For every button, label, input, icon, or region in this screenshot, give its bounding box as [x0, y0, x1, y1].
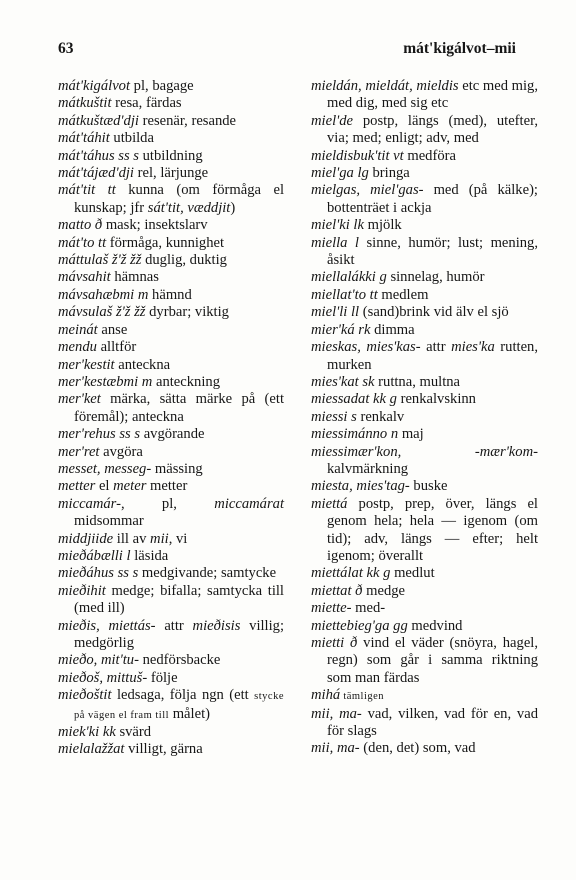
headword: miel'de: [311, 112, 354, 129]
dictionary-entry: [311, 687, 538, 705]
headword: mielalažžat: [58, 741, 125, 758]
page-number: 63: [58, 40, 74, 57]
gloss: ledsaga, följa ngn (ett: [111, 687, 255, 704]
gloss: hämnas: [110, 269, 159, 286]
dictionary-entry: [58, 426, 284, 443]
headword: máttulaš ž'ž žž: [58, 252, 142, 269]
gloss: postp, prep, över, längs el genom hela; hela — igenom (om tid); adv, längs — efter; helt igenom; överallt: [327, 495, 538, 564]
dictionary-entry: [58, 78, 284, 95]
gloss: duglig, duktig: [141, 252, 227, 269]
gloss: el: [95, 478, 114, 495]
gloss: dimma: [370, 321, 415, 338]
headword-ref: mieðisis: [192, 617, 241, 634]
gloss: med-: [351, 600, 386, 617]
headword: mátkuštit: [58, 95, 112, 112]
headword: miccamár-: [58, 495, 121, 512]
headword: mer'kestit: [58, 356, 115, 373]
headword: mieðis, miettás-: [58, 617, 156, 634]
headword: mii, ma-: [311, 740, 360, 757]
dictionary-entry: [311, 182, 538, 217]
dictionary-entry: [58, 391, 284, 426]
headword: miellat'to tt: [311, 286, 378, 303]
gloss-small: stycke på vägen el fram till: [74, 691, 284, 721]
gloss: medlut: [390, 565, 435, 582]
headword: mieldán, mieldát, mieldis: [311, 78, 459, 94]
gloss: utbildning: [138, 147, 203, 164]
dictionary-entry: [311, 478, 538, 495]
dictionary-entry: [58, 269, 284, 286]
dictionary-entry: [58, 741, 284, 758]
dictionary-entry: [58, 496, 284, 531]
headword: metter: [58, 478, 96, 495]
headword: mátkuštæd'dji: [58, 112, 139, 129]
dictionary-entry: [58, 287, 284, 304]
gloss: medge; bifalla; samtycka till (med ill): [74, 582, 284, 617]
gloss-small: tämligen: [340, 691, 385, 703]
dictionary-entry: [311, 165, 538, 182]
gloss: rutten, murken: [327, 339, 538, 373]
headword: miette-: [311, 600, 352, 617]
headword: mieðáhus ss s: [58, 565, 139, 582]
gloss: dyrbar; viktig: [145, 304, 229, 321]
dictionary-entry: [311, 235, 538, 270]
dictionary-entry: [58, 182, 284, 217]
headword: mihá: [311, 687, 341, 704]
gloss: med (på kälke); bottenträet i ackja: [327, 182, 538, 216]
dictionary-entry: [58, 724, 284, 741]
dictionary-entry: [58, 235, 284, 252]
gloss: avgörande: [140, 426, 205, 443]
right-column: [311, 78, 538, 758]
gloss: anteckning: [152, 373, 221, 390]
gloss: villig; medgörlig: [74, 617, 285, 651]
headword: mieðihit: [58, 582, 106, 599]
headword: miesta, mies'tag-: [311, 478, 410, 495]
headword: miella l: [311, 234, 359, 251]
dictionary-entry: [58, 130, 284, 147]
gloss: ): [230, 199, 236, 216]
gloss: rel, lärjunge: [133, 165, 209, 182]
gloss: (den, det) som, vad: [359, 740, 476, 757]
dictionary-entry: [311, 583, 538, 600]
headword-ref: sát'tit, væddjit: [147, 199, 231, 216]
dictionary-entry: [58, 357, 284, 374]
headword: mávsulaš ž'ž žž: [58, 304, 146, 321]
headword: mii, ma-: [311, 705, 362, 722]
gloss: anteckna: [114, 356, 171, 373]
dictionary-entry: [58, 548, 284, 565]
gloss: alltför: [96, 339, 137, 356]
headword: mier'ká rk: [311, 321, 371, 338]
headword: miessi s: [311, 408, 357, 425]
headword: mieðoš, mittuš-: [58, 669, 148, 686]
gloss: medlem: [377, 286, 429, 303]
gloss: hämnd: [148, 286, 192, 303]
gloss: resenär, resande: [138, 112, 237, 129]
dictionary-entry: [58, 322, 284, 339]
headword: miel'ki lk: [311, 217, 364, 234]
dictionary-entry: [311, 269, 538, 286]
dictionary-entry: [58, 252, 284, 269]
gloss: (sand)brink vid älv el sjö: [359, 304, 509, 321]
headword-ref: meter: [113, 478, 147, 495]
dictionary-entry: [58, 304, 284, 321]
dictionary-entry: [311, 706, 538, 741]
headword: miettebieg'ga gg: [311, 617, 408, 634]
dictionary-entry: [311, 600, 538, 617]
gloss: ruttna, multna: [374, 373, 461, 390]
gloss: postp, längs (med), utefter, via; med; enligt; adv, med: [327, 112, 538, 147]
headword: messet, messeg-: [58, 460, 152, 477]
headword: mát'táhit: [58, 130, 110, 147]
gloss: medföra: [403, 147, 456, 164]
dictionary-entry: [311, 565, 538, 582]
dictionary-entry: [311, 322, 538, 339]
gloss: maj: [398, 426, 424, 443]
gloss: svärd: [115, 724, 152, 741]
dictionary-entry: [58, 531, 284, 548]
gloss: buske: [409, 478, 448, 495]
gloss: renkalvskinn: [396, 391, 476, 408]
gloss: läsida: [130, 547, 169, 564]
gloss: mässing: [151, 460, 203, 477]
headword: mát'tájæd'dji: [58, 165, 134, 182]
headword: mer'ket: [58, 391, 101, 408]
headword: mieldisbuk'tit vt: [311, 147, 404, 164]
dictionary-entry: [58, 583, 284, 618]
dictionary-entry: [58, 687, 284, 724]
gloss: attr: [155, 617, 193, 634]
headword: mát'táhus ss s: [58, 147, 139, 164]
gloss: medvind: [407, 617, 463, 634]
dictionary-entry: [311, 409, 538, 426]
gloss: villigt, gärna: [124, 741, 203, 758]
gloss: målet): [169, 705, 210, 722]
dictionary-entry: [311, 148, 538, 165]
headword: mieðoštit: [58, 687, 112, 704]
gloss: förmåga, kunnighet: [106, 234, 225, 251]
headword: mietti ð: [311, 635, 358, 651]
gloss: resa, färdas: [111, 95, 182, 112]
dictionary-entry: [58, 165, 284, 182]
dictionary-entry: [58, 565, 284, 582]
gloss: vad, vilken, vad för en, vad för slags: [327, 705, 538, 740]
headword: meinát: [58, 321, 98, 338]
gloss: midsommar: [74, 513, 144, 530]
headword: mát'to tt: [58, 234, 107, 251]
headword: matto ð: [58, 217, 103, 234]
dictionary-entry: [311, 287, 538, 304]
dictionary-entry: [311, 444, 538, 479]
headword: miettálat kk g: [311, 565, 391, 582]
dictionary-entry: [311, 618, 538, 635]
dictionary-entry: [311, 635, 538, 687]
gloss: medge: [362, 582, 406, 599]
gloss: nedförsbacke: [138, 652, 221, 669]
dictionary-entry: [311, 426, 538, 443]
page-header: [58, 40, 516, 64]
dictionary-entry: [58, 148, 284, 165]
dictionary-entry: [58, 374, 284, 391]
headword-ref: miccamárat: [214, 495, 284, 512]
headword-ref: mii: [150, 530, 169, 547]
dictionary-entry: [58, 217, 284, 234]
dictionary-entry: [58, 618, 284, 653]
dictionary-entry: [311, 740, 538, 757]
headword: miel'ga lg: [311, 165, 369, 182]
headword: miek'ki kk: [58, 724, 116, 741]
headword: miettat ð: [311, 582, 363, 599]
headword: mávsahæbmi m: [58, 286, 149, 303]
headword-ref: mies'ka: [451, 339, 495, 356]
gloss: metter: [146, 478, 188, 495]
headword: miellalákki g: [311, 269, 387, 286]
dictionary-entry: [311, 496, 538, 566]
headword: mer'ret: [58, 443, 100, 460]
dictionary-entry: [311, 78, 538, 113]
headword: mieðo, mit'tu-: [58, 652, 139, 669]
gloss: mask; insektslarv: [102, 217, 208, 234]
dictionary-entry: [58, 652, 284, 669]
gloss: , pl,: [120, 495, 215, 512]
headword: miessimær'kon, -mær'kom-: [311, 443, 538, 460]
left-column: [58, 78, 284, 759]
headword: mát'tit tt: [58, 182, 116, 199]
dictionary-entry: [311, 374, 538, 391]
gloss: mjölk: [363, 217, 402, 234]
headword: mer'kestæbmi m: [58, 373, 153, 390]
gloss: , vi: [168, 530, 188, 547]
gloss: utbilda: [109, 130, 154, 147]
dictionary-entry: [58, 478, 284, 495]
gloss: kalvmärkning: [327, 460, 409, 477]
gloss: sinnelag, humör: [386, 269, 485, 286]
gloss: pl, bagage: [130, 78, 194, 94]
gloss: anse: [97, 321, 128, 338]
headword: miettá: [311, 495, 348, 512]
gloss: märka, sätta märke på (ett föremål); anteckna: [74, 391, 284, 425]
dictionary-entry: [311, 113, 538, 148]
headword: mies'kat sk: [311, 373, 375, 390]
headword: middjiide: [58, 530, 114, 547]
gloss: bringa: [368, 165, 410, 182]
gloss: renkalv: [356, 408, 405, 425]
dictionary-entry: [58, 670, 284, 687]
gloss: ill av: [113, 530, 151, 547]
headword: miessadat kk g: [311, 391, 397, 408]
headword: mát'kigálvot: [58, 78, 131, 94]
dictionary-entry: [311, 304, 538, 321]
headword: mielgas, miel'gas-: [311, 182, 424, 199]
headword: miessimánno n: [311, 426, 399, 443]
dictionary-entry: [58, 95, 284, 112]
gloss: attr: [420, 339, 452, 356]
headword: mieskas, mies'kas-: [311, 339, 421, 356]
headword: mávsahit: [58, 269, 111, 286]
headword: mendu: [58, 339, 97, 356]
headword: miel'li ll: [311, 304, 360, 321]
gloss: medgivande; samtycke: [138, 565, 277, 582]
dictionary-entry: [58, 339, 284, 356]
gloss: avgöra: [99, 443, 143, 460]
dictionary-entry: [58, 113, 284, 130]
gloss: etc med mig, med dig, med sig etc: [327, 78, 539, 112]
dictionary-entry: [58, 444, 284, 461]
headword: mieðábælli l: [58, 547, 131, 564]
headword: mer'rehus ss s: [58, 426, 141, 443]
dictionary-entry: [311, 339, 538, 374]
gloss: kunna (om förmåga el kunskap; jfr: [74, 182, 284, 216]
dictionary-entry: [58, 461, 284, 478]
gloss: följe: [147, 669, 178, 686]
dictionary-entry: [311, 391, 538, 408]
gloss: sinne, humör; lust; mening, åsikt: [327, 234, 538, 269]
gloss: vind el väder (snöyra, hagel, regn) som går i samma riktning som man färdas: [327, 635, 539, 686]
dictionary-entry: [311, 217, 538, 234]
running-head: mát'kigálvot–mii: [403, 40, 516, 57]
